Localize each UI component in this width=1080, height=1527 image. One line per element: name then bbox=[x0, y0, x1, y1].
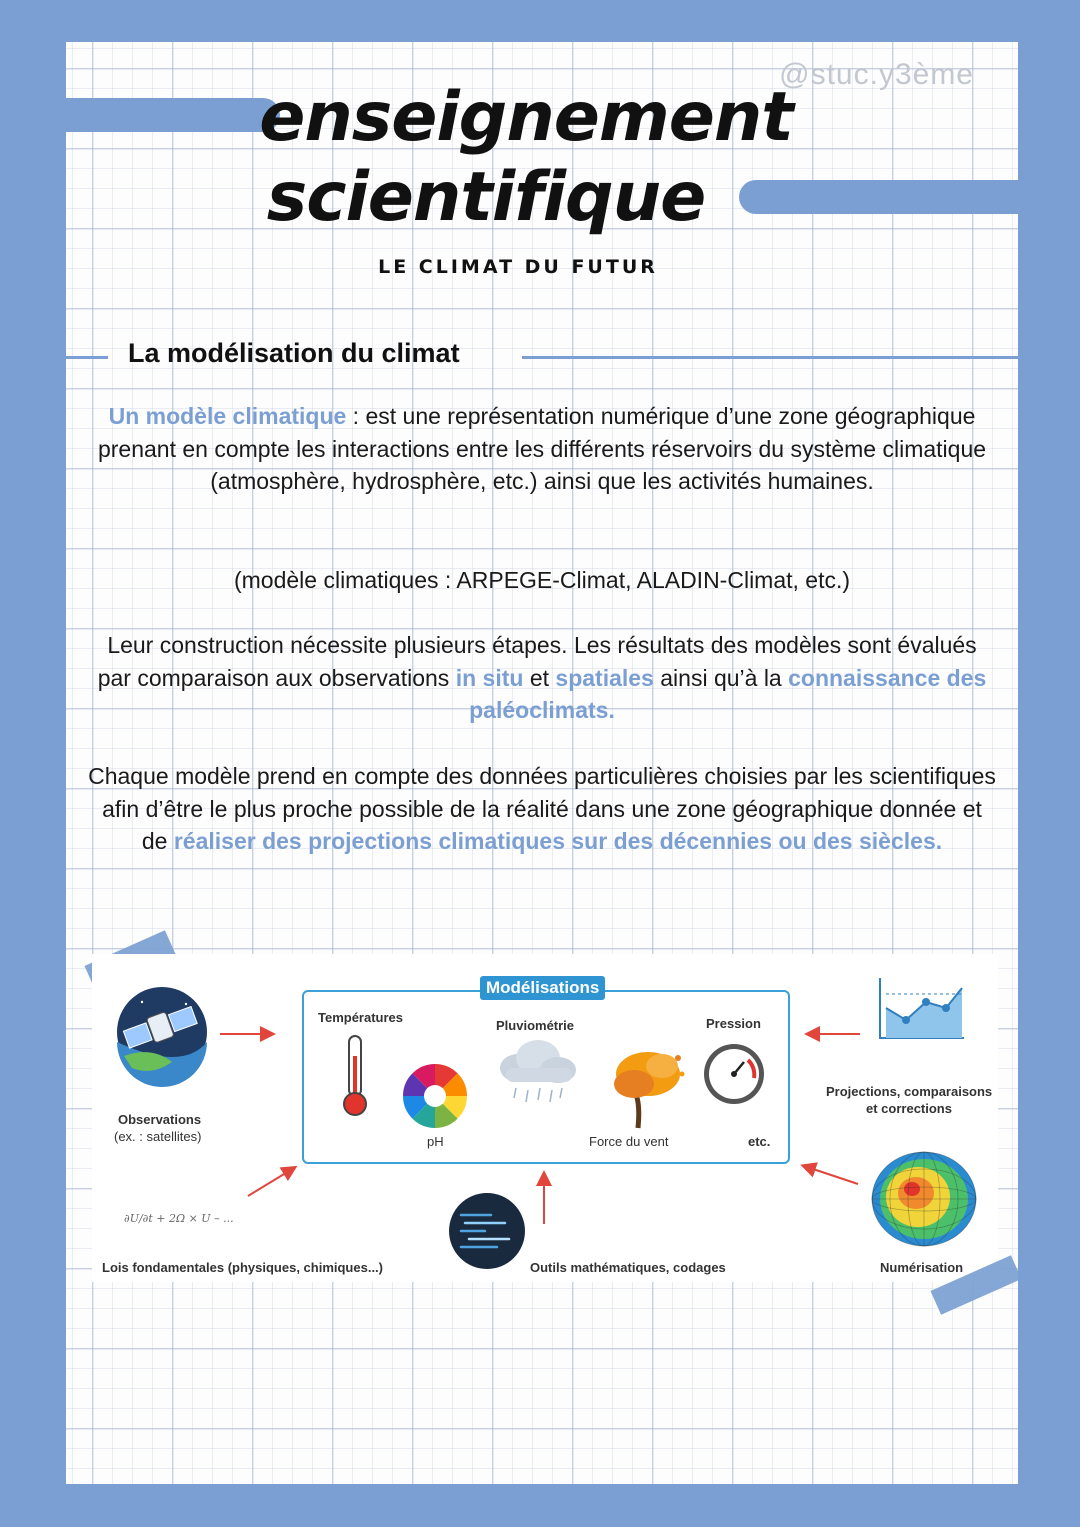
label-etc: etc. bbox=[748, 1134, 771, 1149]
label-ph: pH bbox=[427, 1134, 444, 1149]
paragraph-projections bbox=[88, 760, 996, 858]
highlight-paleoclimats: connaissance des paléoclimats. bbox=[469, 664, 987, 723]
title-line-1: enseignement bbox=[259, 78, 793, 157]
label-observations-sub: (ex. : satellites) bbox=[114, 1129, 202, 1144]
label-lois: Lois fondamentales (physiques, chimiques...) bbox=[102, 1260, 383, 1275]
label-numerisation: Numérisation bbox=[880, 1260, 964, 1275]
label-observations: Observations bbox=[118, 1112, 202, 1127]
text-segment: Leur construction nécessite plusieurs étapes. Les résultats des modèles sont évalués par comparaison aux observations bbox=[97, 632, 977, 691]
subtitle: LE CLIMAT DU FUTUR bbox=[378, 256, 658, 278]
section-title: La modélisation du climat bbox=[128, 338, 460, 368]
note-sheet bbox=[66, 42, 1018, 1484]
decor-bar-left bbox=[66, 98, 280, 132]
section-rule-left bbox=[66, 356, 108, 359]
label-projections-1: Projections, comparaisons bbox=[826, 1084, 993, 1099]
modelisation-diagram bbox=[92, 954, 998, 1282]
author-handle: @stuc.y3ème bbox=[779, 58, 974, 91]
label-temperatures: Températures bbox=[318, 1010, 404, 1025]
label-force-vent: Force du vent bbox=[589, 1134, 669, 1149]
definition-text: : est une représentation numérique d’une zone géographique prenant en compte les interactions entre les différents réservoirs du système climatique (atmosphère, hydrosphère, etc.) ainsi que les activités humaines. bbox=[97, 403, 987, 494]
paragraph-definition bbox=[88, 400, 996, 498]
paragraph-construction bbox=[88, 629, 996, 727]
paragraph-examples: (modèle climatiques : ARPEGE-Climat, ALADIN-Climat, etc.) bbox=[233, 567, 851, 593]
term-highlight: Un modèle climatique bbox=[108, 403, 347, 429]
decor-bar-right bbox=[739, 180, 1018, 214]
text-segment: Chaque modèle prend en compte des données particulières choisies par les scientifiques afin d’être le plus proche possible de la réalité dans une zone géographique donnée et de bbox=[88, 763, 996, 854]
label-outils: Outils mathématiques, codages bbox=[530, 1260, 726, 1275]
arrow-numerisation bbox=[804, 1166, 858, 1184]
arrow-lois bbox=[248, 1168, 294, 1196]
text-segment: et bbox=[523, 664, 556, 691]
section-rule-right bbox=[522, 356, 1018, 359]
text-segment: ainsi qu’à la bbox=[653, 664, 789, 691]
highlight-in-situ: in situ bbox=[455, 664, 524, 691]
diagram-arrows bbox=[92, 954, 998, 1282]
modelisations-label: Modélisations bbox=[480, 976, 605, 1000]
label-pluviometrie: Pluviométrie bbox=[496, 1018, 575, 1033]
label-projections-2: et corrections bbox=[866, 1101, 952, 1116]
equation-text: ∂U/∂t + 2Ω × U – ... bbox=[124, 1212, 234, 1225]
highlight-spatiales: spatiales bbox=[555, 664, 654, 691]
label-pression: Pression bbox=[706, 1016, 761, 1031]
title-line-2: scientifique bbox=[266, 158, 706, 237]
highlight-projections: réaliser des projections climatiques sur des décennies ou des siècles. bbox=[173, 828, 943, 854]
